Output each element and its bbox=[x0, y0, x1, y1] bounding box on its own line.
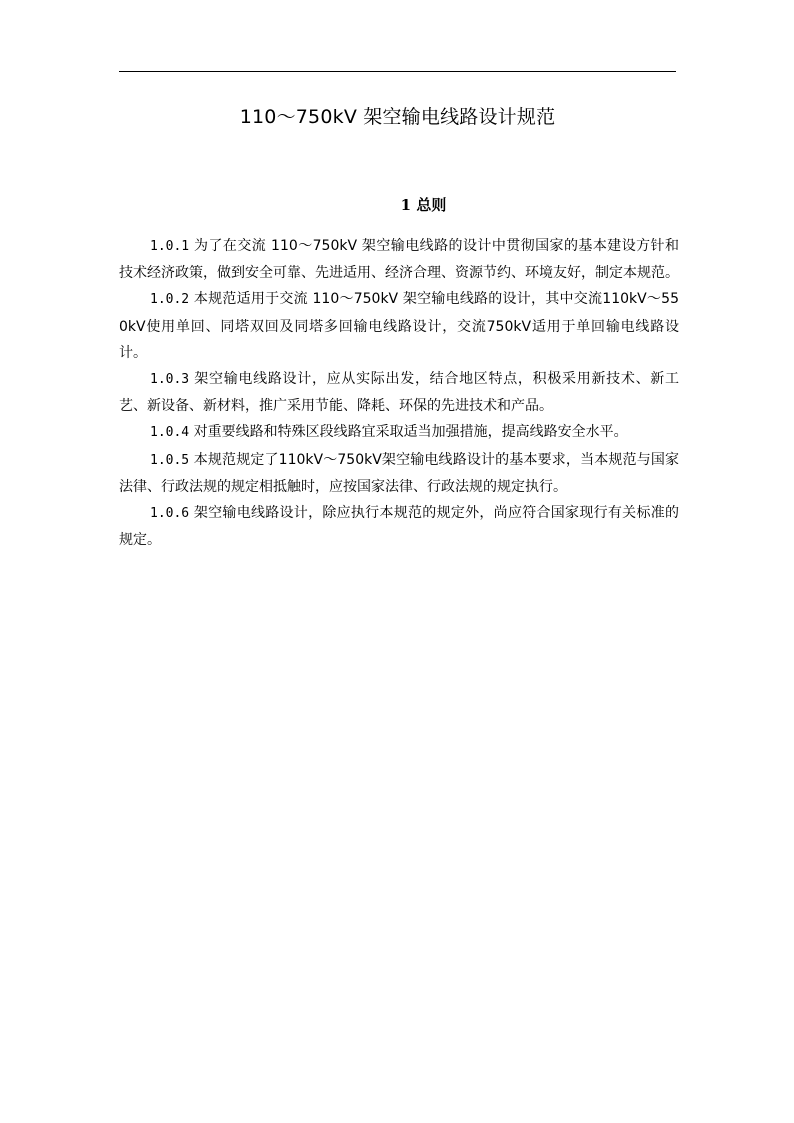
clause-1-0-4 bbox=[119, 419, 679, 446]
clause-number: 1.0.1 bbox=[150, 239, 190, 254]
clause-number: 1.0.6 bbox=[150, 506, 190, 522]
document-title: 110～750kV 架空输电线路设计规范 bbox=[239, 106, 556, 128]
chapter-heading: 1 总则 bbox=[400, 196, 447, 214]
clause-text: 对重要线路和特殊区段线路宜采取适当加强措施，提高线路安全水平。 bbox=[189, 424, 628, 441]
clause-list bbox=[119, 233, 679, 553]
clause-1-0-3 bbox=[119, 366, 679, 419]
clause-number: 1.0.4 bbox=[150, 425, 190, 441]
clause-text: 本规范规定了110kV～750kV架空输电线路设计的基本要求，当本规范与国家法律、行政法规的规定相抵触时，应按国家法律、行政法规的规定执行。 bbox=[119, 451, 679, 495]
clause-number: 1.0.5 bbox=[150, 452, 190, 468]
clause-1-0-6 bbox=[119, 500, 679, 553]
clause-text: 为了在交流 110～750kV 架空输电线路的设计中贯彻国家的基本建设方针和技术经济政策，做到安全可靠、先进适用、经济合理、资源节约、环境友好，制定本规范。 bbox=[119, 238, 679, 282]
clause-text: 本规范适用于交流 110～750kV 架空输电线路的设计，其中交流110kV～550kV使用单回、同塔双回及同塔多回输电线路设计，交流750kV适用于单回输电线路设计。 bbox=[119, 291, 679, 361]
header-rule bbox=[119, 71, 676, 72]
clause-1-0-5 bbox=[119, 447, 679, 500]
clause-text: 架空输电线路设计，应从实际出发，结合地区特点，积极采用新技术、新工艺、新设备、新材料，推广采用节能、降耗、环保的先进技术和产品。 bbox=[119, 371, 679, 415]
clause-1-0-2 bbox=[119, 286, 679, 366]
clause-text: 架空输电线路设计，除应执行本规范的规定外，尚应符合国家现行有关标准的规定。 bbox=[119, 505, 679, 549]
clause-number: 1.0.2 bbox=[150, 292, 190, 308]
clause-1-0-1 bbox=[119, 233, 679, 286]
clause-number: 1.0.3 bbox=[150, 372, 190, 388]
